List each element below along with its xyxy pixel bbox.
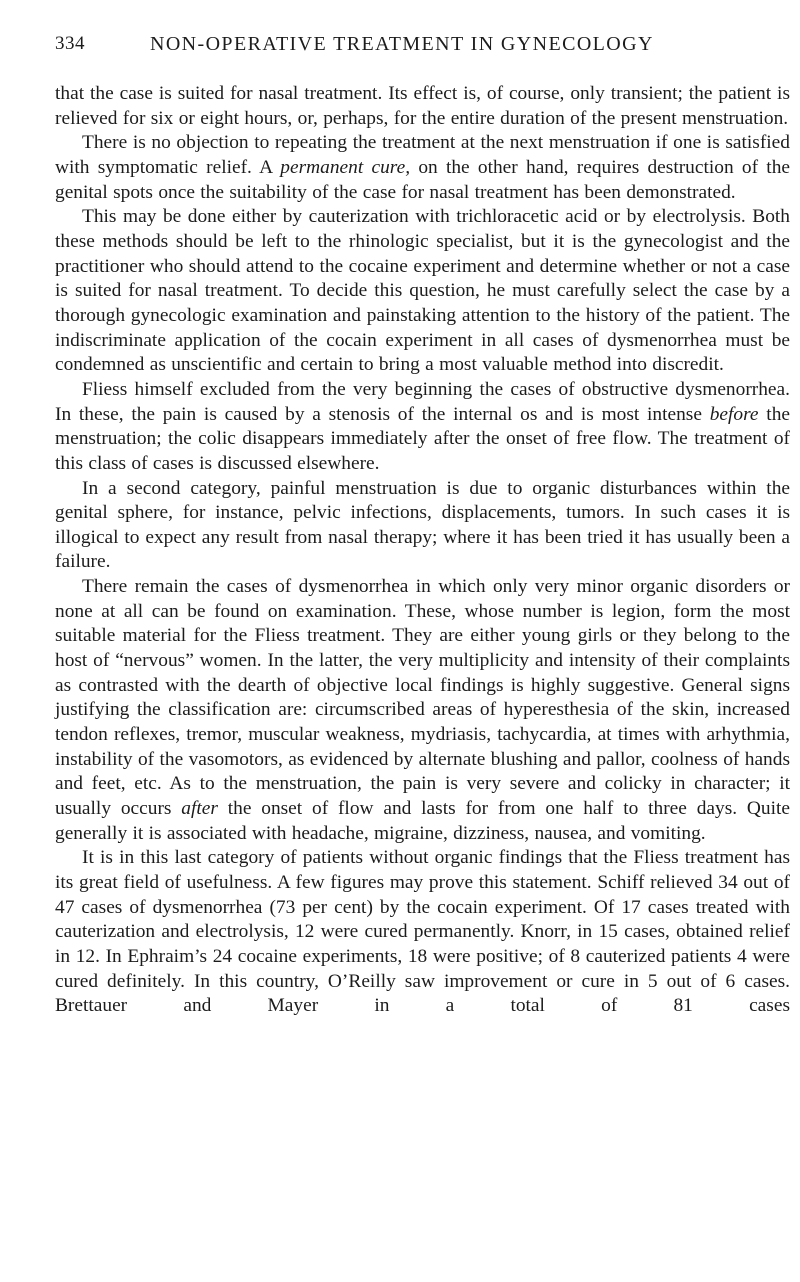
text-run: Fliess himself excluded from the very beginning the cases of obstructive dysmenorrhea. In these, the pain is caused by a stenosis of the internal os and is most intense xyxy=(55,378,790,425)
italic-text-run: before xyxy=(709,403,759,425)
page-number: 334 xyxy=(55,33,85,54)
text-run: that the case is suited for nasal treatment. Its effect is, of course, only transient; the patient is relieved for six or eight hours, or, perhaps, for the entire duration of the present menstruation. xyxy=(55,83,790,129)
text-run: In a second category, painful menstruation is due to organic disturbances within the genital sphere, for instance, pelvic infections, displacements, tumors. In such cases it is illogical to expect any result from nasal therapy; where it has been tried it has usually been a failure. xyxy=(55,477,790,573)
italic-text-run: after xyxy=(181,798,218,820)
text-run: the onset of flow and lasts for from one half to three days. Quite generally it is associated with headache, migraine, dizziness, nausea, and vomiting. xyxy=(55,798,790,844)
page-header xyxy=(55,33,790,63)
running-head: NON-OPERATIVE TREATMENT IN GYNECOLOGY xyxy=(150,33,654,55)
body-text xyxy=(55,82,790,1019)
paragraph xyxy=(55,378,790,477)
text-run: There is no objection to repeating the treatment at the next menstruation if one is satisfied with symptomatic relief. A xyxy=(55,132,790,178)
text-run: It is in this last category of patients without organic findings that the Fliess treatment has its great field of usefulness. A few figures may prove this statement. Schiff relieved 34 out of 47 cases of dysmenorrhea (73 per cent) by the cocain experiment. Of 17 cases treated with cauterization and electrolysis, 12 were cured permanently. Knorr, in 15 cases, obtained relief in 12. In Ephraim’s 24 cocaine experiments, 18 were positive; of 8 cauterized patients 4 were cured definitely. In this country, O’Reilly saw improvement or cure in 5 out of 6 cases. Brettauer and Mayer in a total of 81 cases xyxy=(55,847,790,1017)
paragraph xyxy=(55,575,790,846)
paragraph xyxy=(55,82,790,131)
text-run: There remain the cases of dysmenorrhea in which only very minor organic disorders or none at all can be found on examination. These, whose number is legion, form the most suitable material for the Fliess treatment. They are either young girls or they belong to the host of “nervous” women. In the latter, the very multiplicity and intensity of their complaints as contrasted with the dearth of objective local findings is highly suggestive. General signs justifying the classification are: circumscribed areas of hyperesthesia of the skin, increased tendon reflexes, tremor, muscular weakness, mydriasis, tachycardia, at times with arhythmia, instability of the vasomotors, as evidenced by alternate blushing and pallor, coolness of hands and feet, etc. As to the menstruation, the pain is very severe and colicky in character; it usually occurs xyxy=(55,576,790,820)
text-run: This may be done either by cauterization with trichloracetic acid or by electrolysis. Both these methods should be left to the rhinologic specialist, but it is the gynecologist and the practitioner who should attend to the cocaine experiment and determine whether or not a case is suited for nasal treatment. To decide this question, he must carefully select the case by a thorough gynecologic examination and painstaking attention to the history of the patient. The indiscriminate application of the cocain experiment in all cases of dysmenorrhea must be condemned as unscientific and certain to bring a most valuable method into discredit. xyxy=(55,206,790,376)
paragraph xyxy=(55,131,790,205)
paragraph xyxy=(55,205,790,378)
text-run: on the other hand, requires destruction of the genital spots once the suitability of the case for nasal treatment has been demonstrated. xyxy=(55,156,790,203)
paragraph xyxy=(55,477,790,576)
paragraph xyxy=(55,846,790,1019)
italic-text-run: permanent cure, xyxy=(280,156,411,178)
text-run: the menstruation; the colic disappears immediately after the onset of free flow. The treatment of this class of cases is discussed elsewhere. xyxy=(55,403,790,474)
